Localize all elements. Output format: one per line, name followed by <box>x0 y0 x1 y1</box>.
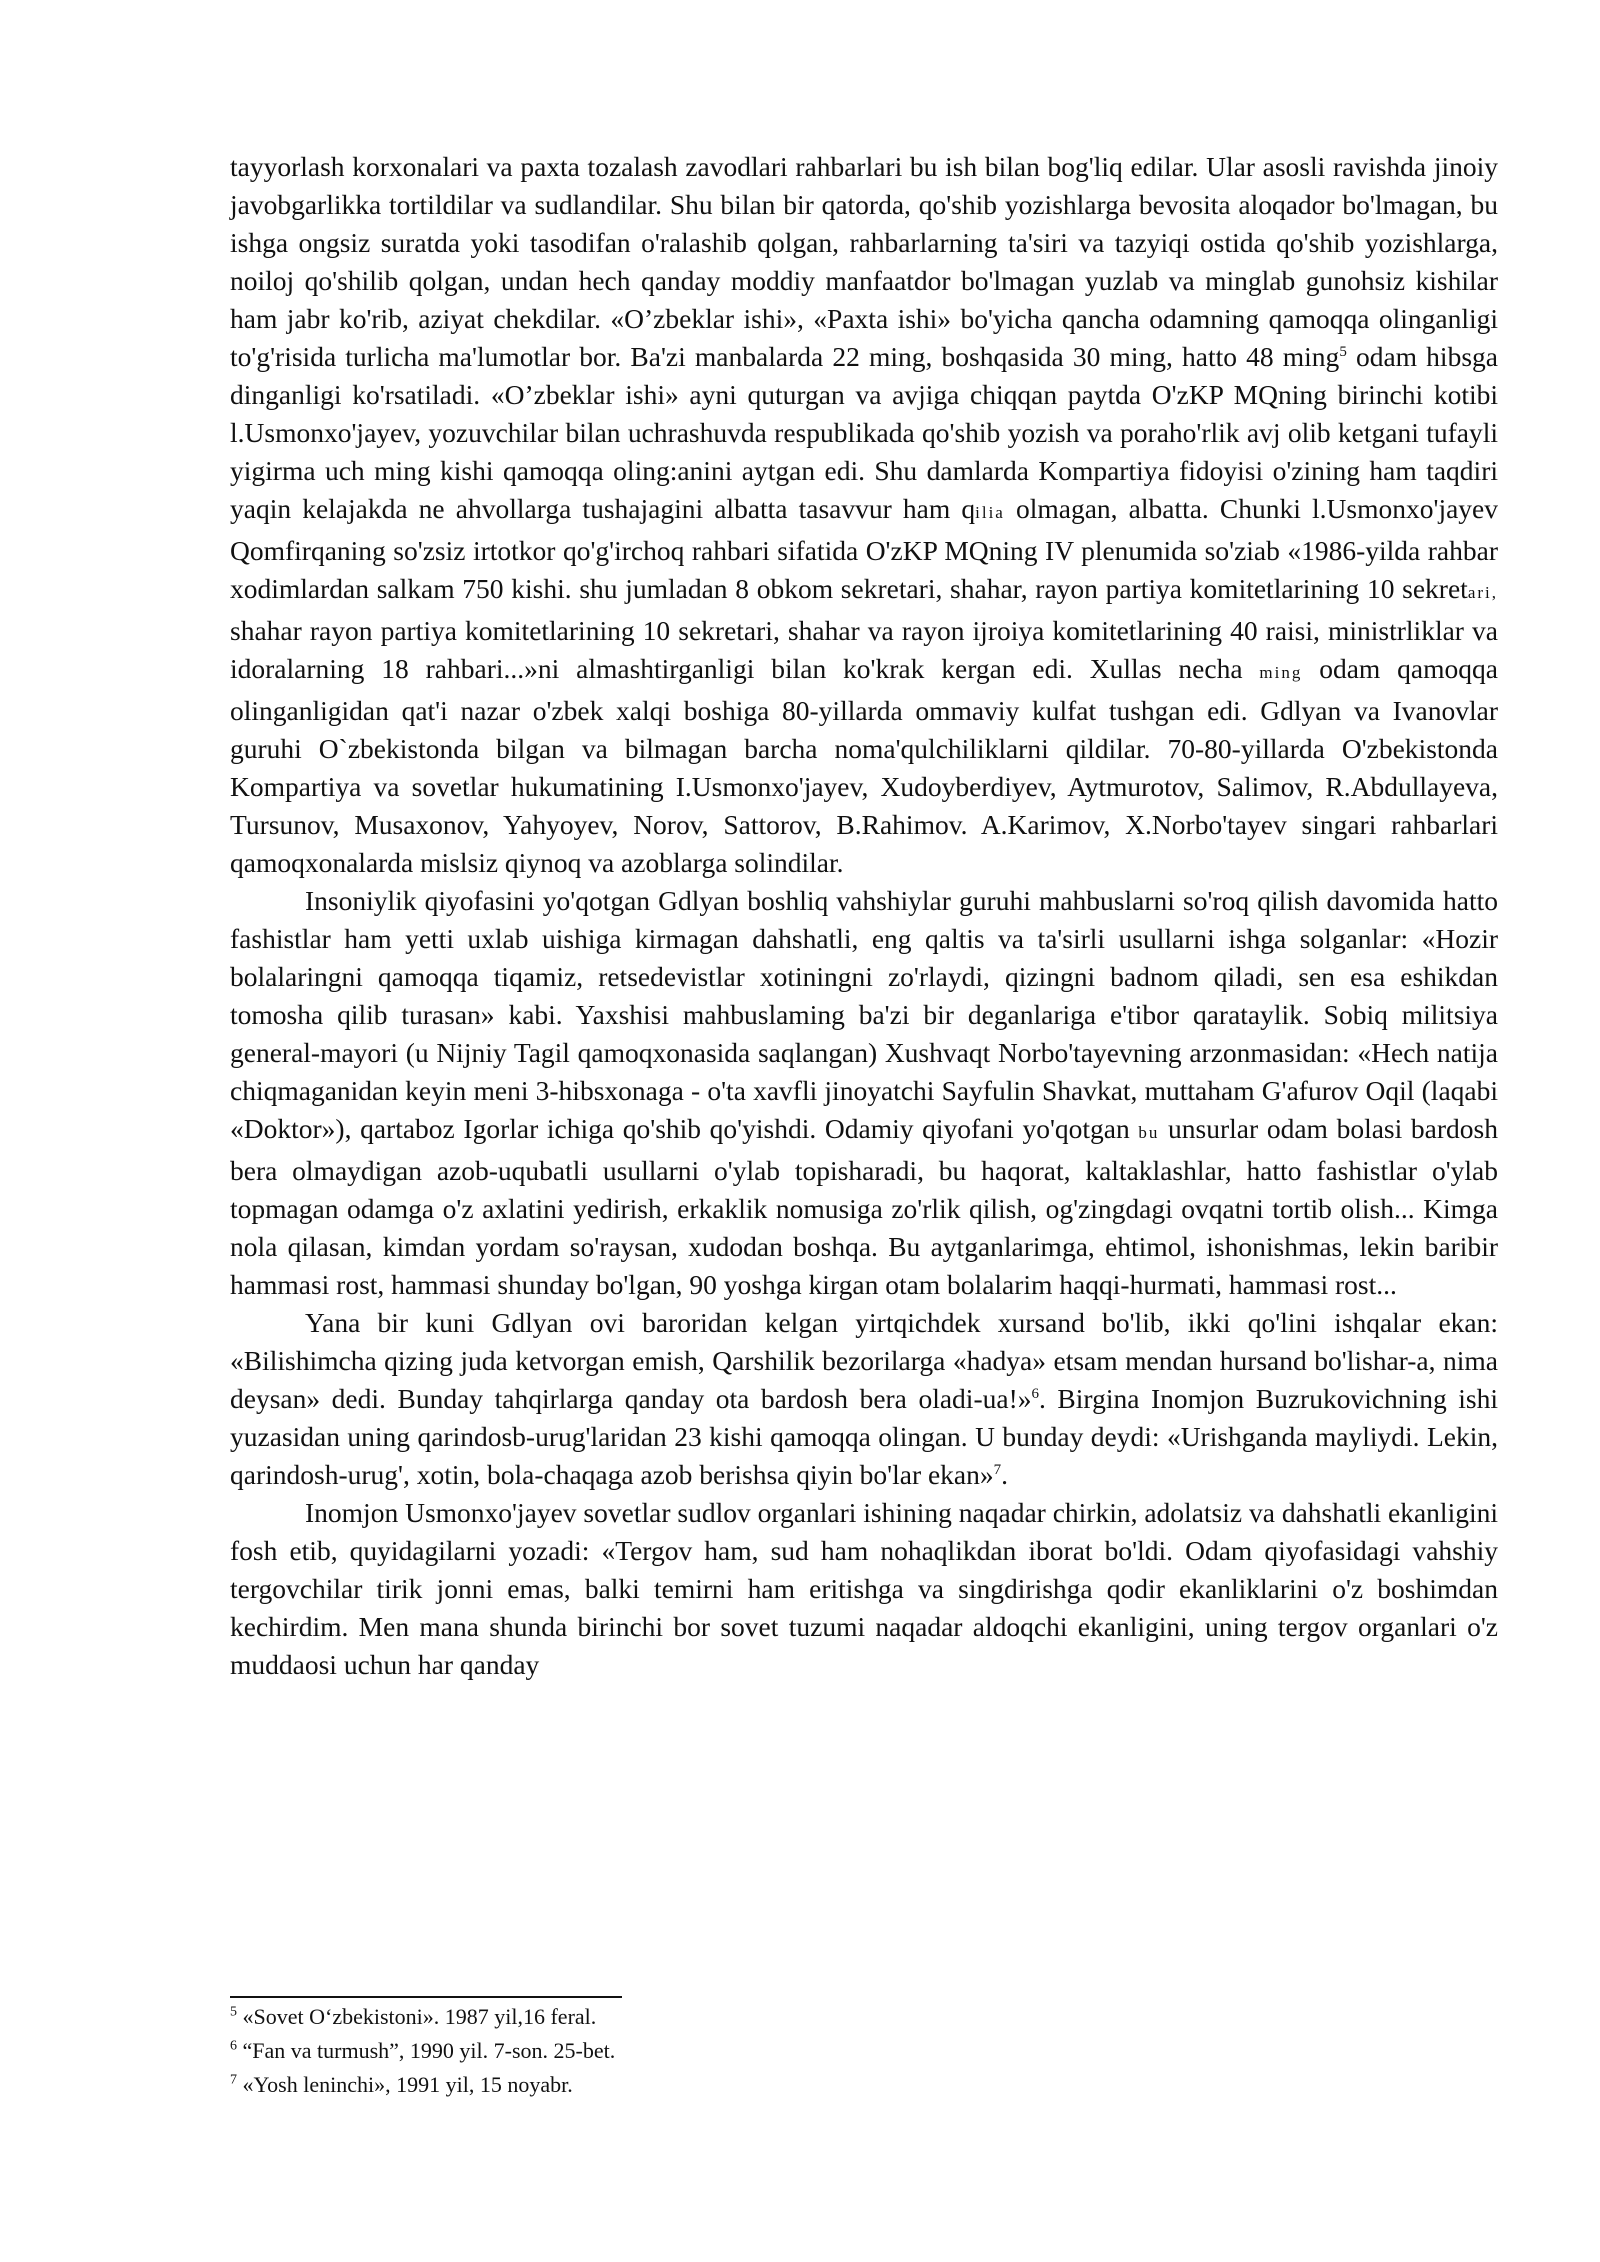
text-run: unsurlar odam bolasi bardosh bera olmaydigan azob-uqubatli usullarni o'ylab topisharadi, bu haqorat, kaltaklashlar, hatto fashistlar o'ylab topmagan odamga o'z axlatini yedirish, erkaklik nomusiga zo'rlik qilish, og'zingdagi ovqatni tortib olish... Kimga nola qilasan, kimdan yordam so'raysan, xudodan boshqa. Bu aytganlarimga, ehtimol, ishonishmas, lekin baribir hammasi rost, hammasi shunday bo'lgan, 90 yoshga kirgan otam bolalarim haqqi-hurmati, hammasi rost... <box>230 1113 1498 1300</box>
paragraph-4 <box>230 1494 1498 1684</box>
text-run-small: ari, <box>1467 583 1498 602</box>
paragraph-1 <box>230 148 1498 882</box>
text-run: tayyorlash korxonalari va paxta tozalash zavodlari rahbarlari bu ish bilan bog'liq edilar. Ular asosli ravishda jinoiy javobgarlikka tortildilar va sudlandilar. Shu bilan bir qatorda, qo'shib yozishlarga bevosita aloqador bo'lmagan, bu ishga ongsiz suratda yoki tasodifan o'ralashib qolgan, rahbarlarning ta'siri va tazyiqi ostida qo'shib yozishlarga, noiloj qo'shilib qolgan, undan hech qanday moddiy manfaatdor bo'lmagan yuzlab va minglab gunohsiz kishilar ham jabr ko'rib, aziyat chekdilar. «O’zbeklar ishi», «Paxta ishi» bo'yicha qancha odamning qamoqqa olinganligi to'g'risida turlicha ma'lumotlar bor. Ba'zi manbalarda 22 ming, boshqasida 30 ming, hatto 48 ming <box>230 151 1498 372</box>
text-run-small: ming <box>1259 663 1303 682</box>
text-run: odam hibsga dinganligi ko'rsatiladi. «O’zbeklar ishi» ayni quturgan va avjiga chiqqan paytda O'zKP MQning birinchi kotibi l.Usmonxo'jayev, yozuvchilar bilan uchrashuvda respublikada qo'shib yozish va poraho'rlik avj olib ketgani tufayli yigirma uch ming kishi qamoqqa oling:anini aytgan edi. Shu damlarda Kompartiya fidoyisi o'zining ham taqdiri yaqin kelajakda ne ahvollarga tushajagini albatta tasavvur ham q <box>230 341 1498 524</box>
page-body <box>230 148 1498 1684</box>
footnote-ref-7[interactable]: 7 <box>993 1461 1002 1478</box>
footnote-text: «Yosh leninchi», 1991 yil, 15 noyabr. <box>237 2072 573 2097</box>
footnote-number: 5 <box>230 2004 237 2020</box>
footnote-7 <box>230 2068 1498 2102</box>
text-run: Insoniylik qiyofasini yo'qotgan Gdlyan boshliq vahshiylar guruhi mahbuslarni so'roq qilish davomida hatto fashistlar ham yetti uxlab uishiga kirmagan dahshatli, eng qaltis va ta'sirli usullarni ishga solganlar: «Hozir bolalaringni qamoqqa tiqamiz, retsedevistlar xotiningni zo'rlaydi, qizingni badnom qiladi, sen esa eshikdan tomosha qilib turasan» kabi. Yaxshisi mahbuslaming ba'zi bir deganlariga e'tibor qarataylik. Sobiq militsiya general-mayori (u Nijniy Tagil qamoqxonasida saqlangan) Xushvaqt Norbo'tayevning arzonmasidan: «Hech natija chiqmaganidan keyin meni 3-hibsxonaga - o'ta xavfli jinoyatchi Sayfulin Shavkat, muttaham G'afurov Oqil (laqabi «Doktor»), qartaboz Igorlar ichiga qo'shib qo'yishdi. Odamiy qiyofani yo'qotgan <box>230 885 1498 1144</box>
paragraph-2 <box>230 882 1498 1304</box>
footnote-6 <box>230 2034 1498 2068</box>
footnote-number: 6 <box>230 2038 237 2054</box>
text-run: . <box>1001 1459 1009 1490</box>
text-run: Yana bir kuni Gdlyan ovi baroridan kelgan yirtqichdek xursand bo'lib, ikki qo'lini ishqalar ekan: «Bilishimcha qizing juda ketvorgan emish, Qarshilik bezorilarga «hadya» etsam mendan hursand bo'lishar-a, nima deysan» dedi. Bunday tahqirlarga qanday ota bardosh bera oladi-ua!» <box>230 1307 1498 1414</box>
text-run: . Birgina Inomjon Buzrukovichning ishi yuzasidan uning qarindosb-urug'laridan 23 kishi qamoqqa olingan. U bunday deydi: «Urishganda mayliydi. Lekin, qarindosh-urug', xotin, bola-chaqaga azob berishsa qiyin bo'lar ekan» <box>230 1383 1499 1490</box>
footnote-ref-5[interactable]: 5 <box>1339 343 1347 360</box>
footnote-text: “Fan va turmush”, 1990 yil. 7-son. 25-bet. <box>237 2038 616 2063</box>
text-run: shahar rayon partiya komitetlarining 10 sekretari, shahar va rayon ijroiya komitetlarining 40 raisi, ministrliklar va idoralarning 18 rahbari...»ni almashtirganligi bilan ko'krak kergan edi. Xullas necha <box>230 615 1498 684</box>
text-run-small: bu <box>1138 1123 1160 1142</box>
text-run: Inomjon Usmonxo'jayev sovetlar sudlov organlari ishining naqadar chirkin, adolatsiz va dahshatli ekanligini fosh etib, quyidagilarni yozadi: «Tergov ham, sud ham nohaqlikdan iborat bo'ldi. Odam qiyofasidagi vahshiy tergovchilar tirik jonni emas, balki temirni ham eritishga va singdirishga qodir ekanliklarini o'z boshimdan kechirdim. Men mana shunda birinchi bor sovet tuzumi naqadar aldoqchi ekanligini, uning tergov organlari o'z muddaosi uchun har qanday <box>230 1497 1498 1680</box>
footnote-text: «Sovet O‘zbekistoni». 1987 yil,16 feral. <box>237 2004 597 2029</box>
text-run: olmagan, albatta. Chunki l.Usmonxo'jayev Qomfirqaning so'zsiz irtotkor qo'g'irchoq rahbari sifatida O'zKP MQning IV plenumida so'ziab «1986-yilda rahbar xodimlardan salkam 750 kishi. shu jumladan 8 obkom sekretari, shahar, rayon partiya komitetlarining 10 sekret <box>230 493 1498 604</box>
footnotes <box>230 2000 1498 2102</box>
footnote-ref-6[interactable]: 6 <box>1031 1385 1039 1402</box>
footnote-number: 7 <box>230 2072 237 2088</box>
footnote-separator <box>230 1996 622 1998</box>
text-run-small: ilia <box>975 503 1005 522</box>
footnote-5 <box>230 2000 1498 2034</box>
text-run: odam qamoqqa olinganligidan qat'i nazar o'zbek xalqi boshiga 80-yillarda ommaviy kulfat tushgan edi. Gdlyan va Ivanovlar guruhi O`zbekistonda bilgan va bilmagan barcha noma'qulchiliklarni qildilar. 70-80-yillarda O'zbekistonda Kompartiya va sovetlar hukumatining I.Usmonxo'jayev, Xudoyberdiyev, Aytmurotov, Salimov, R.Abdullayeva, Tursunov, Musaxonov, Yahyoyev, Norov, Sattorov, B.Rahimov. A.Karimov, X.Norbo'tayev singari rahbarlari qamoqxonalarda mislsiz qiynoq va azoblarga solindilar. <box>230 653 1498 878</box>
paragraph-3 <box>230 1304 1498 1494</box>
